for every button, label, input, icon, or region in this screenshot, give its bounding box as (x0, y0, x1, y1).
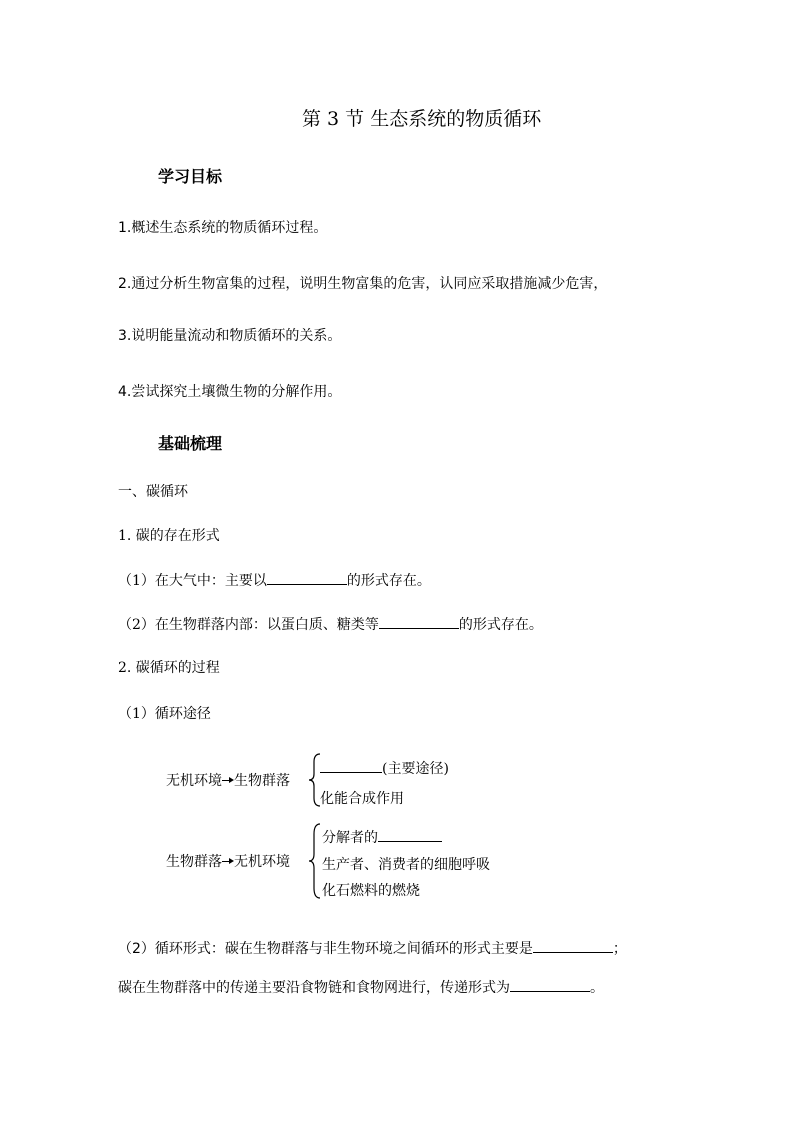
cycle-form-line-1-text: （2）循环形式：碳在生物群落与非生物环境之间循环的形式主要是 (118, 941, 533, 957)
cycle-form-line-1-suffix: ； (612, 941, 627, 957)
diagram-top-branch-1-note: (主要途径) (382, 761, 449, 777)
cycle-form-line-2-suffix: 。 (590, 980, 604, 996)
section-carbon-cycle: 一、碳循环 (118, 484, 188, 500)
diagram-top-branch-1 (320, 757, 449, 778)
answer-blank-5[interactable] (533, 937, 613, 953)
answer-blank-3[interactable] (320, 757, 382, 773)
question-1-text: （1）在大气中：主要以 (118, 573, 267, 589)
diagram-bottom-left (166, 851, 290, 871)
objective-item-3: 3.说明能量流动和物质循环的关系。 (118, 328, 342, 344)
diagram-bottom-branch-1 (322, 826, 442, 847)
answer-blank-2[interactable] (379, 613, 459, 629)
diagram-top-left (166, 770, 290, 790)
question-2-suffix: 的形式存在。 (458, 617, 543, 633)
diagram-bottom-source: 生物群落 (166, 854, 222, 870)
answer-blank-4[interactable] (378, 826, 442, 842)
cycle-form-line-1 (118, 937, 627, 958)
sub-cycle-pathway: （1）循环途径 (118, 706, 211, 722)
brace-icon (308, 822, 322, 900)
answer-blank-6[interactable] (510, 976, 590, 992)
basics-heading: 基础梳理 (158, 434, 223, 453)
page-title: 第 3 节 生态系统的物质循环 (302, 108, 542, 130)
question-1-suffix: 的形式存在。 (346, 573, 431, 589)
right-arrow-icon (222, 857, 234, 867)
diagram-bottom-target: 无机环境 (234, 854, 290, 870)
diagram-top-branch-2: 化能合成作用 (320, 791, 404, 807)
answer-blank-1[interactable] (267, 569, 347, 585)
objective-item-4: 4.尝试探究土壤微生物的分解作用。 (118, 384, 342, 400)
diagram-top-source: 无机环境 (166, 773, 222, 789)
question-1 (118, 569, 431, 590)
diagram-bottom-branch-2: 生产者、消费者的细胞呼吸 (322, 857, 490, 873)
question-2 (118, 613, 543, 634)
cycle-form-line-2 (118, 976, 604, 997)
objective-item-1: 1.概述生态系统的物质循环过程。 (118, 220, 328, 236)
question-2-text: （2）在生物群落内部：以蛋白质、糖类等 (118, 617, 379, 633)
diagram-bottom-branch-3: 化石燃料的燃烧 (322, 883, 420, 899)
diagram-bottom-branch-1-text: 分解者的 (322, 830, 378, 846)
right-arrow-icon (222, 776, 234, 786)
cycle-form-line-2-text: 碳在生物群落中的传递主要沿食物链和食物网进行，传递形式为 (118, 980, 510, 996)
objectives-heading: 学习目标 (158, 167, 223, 186)
item-carbon-forms: 1. 碳的存在形式 (118, 528, 220, 544)
objective-item-2: 2.通过分析生物富集的过程，说明生物富集的危害，认同应采取措施减少危害， (118, 276, 608, 292)
diagram-top-target: 生物群落 (234, 773, 290, 789)
item-carbon-process: 2. 碳循环的过程 (118, 660, 220, 676)
